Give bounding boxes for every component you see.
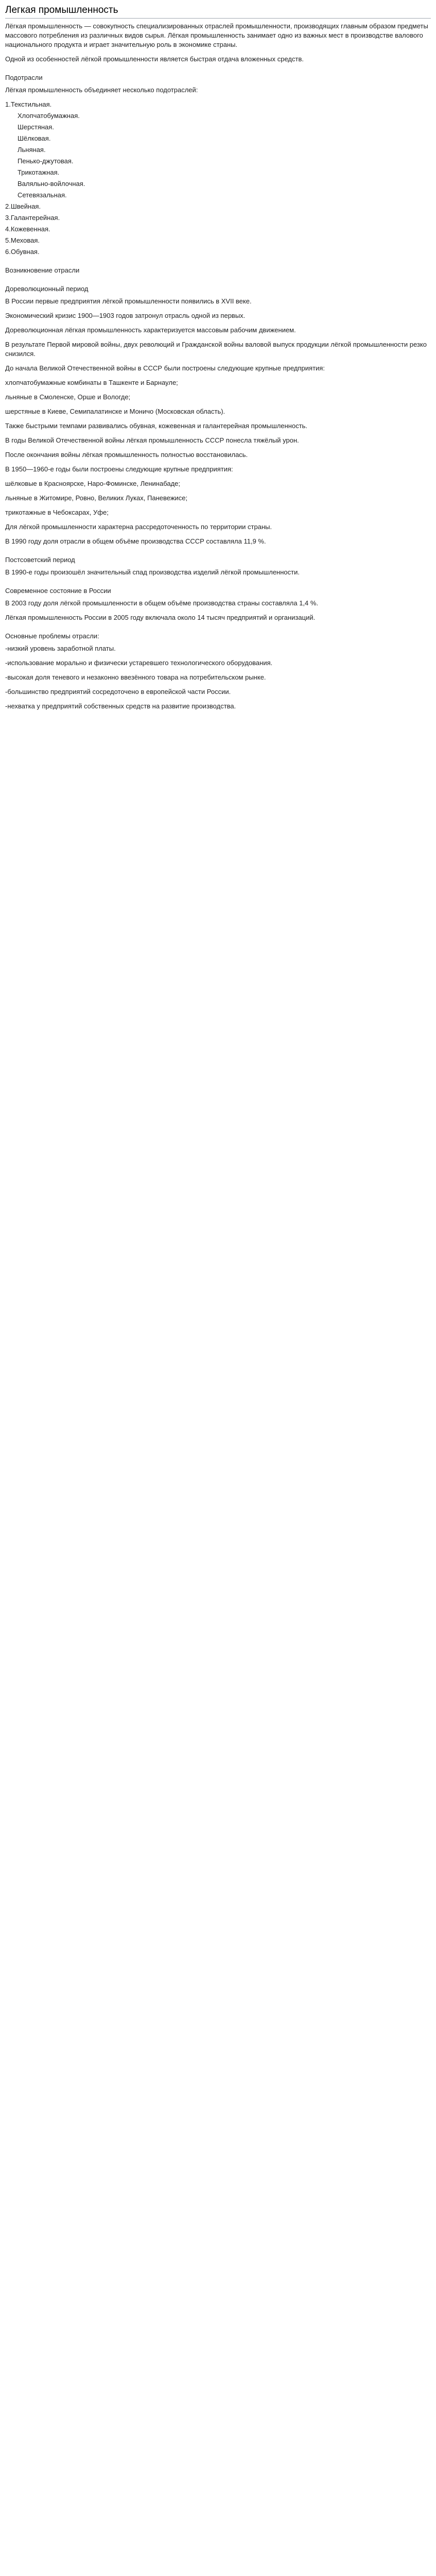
soviet-paragraph: Также быстрыми темпами развивались обувная, кожевенная и галантерейная промышленность. [5,422,308,430]
article [0,0,436,726]
soviet-paragraph: В годы Великой Отечественной войны лёгкая промышленность СССР понесла тяжёлый урон. [5,436,299,444]
subsector-item: Сетевязальная. [18,191,67,199]
subsector-item: 1.Текстильная. [5,100,52,108]
subsector-item: Пенько-джутовая. [18,157,74,165]
subsector-item: Шёлковая. [18,134,51,142]
subsector-item: Хлопчатобумажная. [18,112,80,120]
problems-section [5,632,431,711]
postsoviet-paragraph: В 1990-е годы произошёл значительный спад производства изделий лёгкой промышленности. [5,568,300,576]
subsector-item: 6.Обувная. [5,248,40,256]
subsector-item: Трикотажная. [18,168,60,176]
section-heading-origin: Возникновение отрасли [5,266,80,274]
postsoviet-body [5,568,431,577]
subsector-item: 5.Меховая. [5,236,40,244]
soviet-paragraph: В 1990 году доля отрасли в общем объёме производства СССР составляла 11,9 %. [5,537,266,545]
soviet-paragraph: трикотажные в Чебоксарах, Уфе; [5,509,109,516]
postsoviet-section [5,555,431,577]
soviet-paragraph: Дореволюционная лёгкая промышленность характеризуется массовым рабочим движением. [5,326,296,334]
soviet-paragraph: В 1950—1960-е годы были построены следующие крупные предприятия: [5,465,233,473]
soviet-paragraph: В результате Первой мировой войны, двух революций и Гражданской войны валовой выпуск продукции лёгкой промышленности резко снизился. [5,341,427,358]
origin-section [5,266,431,275]
soviet-paragraph: шёлковые в Красноярске, Наро-Фоминске, Ленинабаде; [5,480,181,487]
subsector-item: Шерстяная. [18,123,54,131]
subsector-item: 3.Галантерейная. [5,214,60,222]
subsectors-lead: Лёгкая промышленность объединяет несколько подотраслей: [5,86,198,94]
page-title: Легкая промышленность [5,4,431,19]
section-heading-modern: Современное состояние в России [5,587,111,595]
subsector-item: Льняная. [18,146,46,154]
problems-paragraph: -использование морально и физически устаревшего технологического оборудования. [5,659,273,667]
soviet-paragraph: До начала Великой Отечественной войны в СССР были построены следующие крупные предприятия: [5,364,325,372]
modern-body [5,599,431,622]
intro-section [5,22,431,64]
modern-paragraph: Лёгкая промышленность России в 2005 году включала около 14 тысяч предприятий и организаций. [5,614,316,621]
prerevolution-paragraph: Экономический кризис 1900—1903 годов затронул отрасль одной из первых. [5,312,246,319]
subsectors-section [5,73,431,257]
subsector-item: 4.Кожевенная. [5,225,50,233]
intro-paragraph-2: Одной из особенностей лёгкой промышленности является быстрая отдача вложенных средств. [5,55,304,63]
modern-section [5,586,431,622]
soviet-section [5,326,431,546]
intro-paragraph-1: Лёгкая промышленность — совокупность специализированных отраслей промышленности, производящих главным образом предметы массового потребления из различных видов сырья. Лёгкая промышленность занимает одно из важных мест в производстве валового национального продукта и играет значительную роль в экономике страны. [5,22,428,48]
prerevolution-section [5,284,431,320]
soviet-paragraph: льняные в Смоленске, Орше и Вологде; [5,393,131,401]
soviet-paragraph: шерстяные в Киеве, Семипалатинске и Моничо (Московская область). [5,408,225,415]
soviet-paragraph: После окончания войны лёгкая промышленность полностью восстановилась. [5,451,248,459]
soviet-body [5,326,431,546]
soviet-paragraph: льняные в Житомире, Ровно, Великих Луках, Паневежисе; [5,494,188,502]
prerevolution-body [5,297,431,320]
modern-paragraph: В 2003 году доля лёгкой промышленности в общем объёме производства страны составляла 1,4 %. [5,599,319,607]
section-heading-postsoviet: Постсоветский период [5,556,75,564]
problems-body [5,644,431,711]
problems-paragraph: -нехватка у предприятий собственных средств на развитие производства. [5,702,236,710]
subsectors-list [5,100,431,257]
section-heading-subsectors: Подотрасли [5,74,43,81]
problems-paragraph: -низкий уровень заработной платы. [5,645,116,652]
section-heading-prerevolution: Дореволюционный период [5,285,89,293]
soviet-paragraph: Для лёгкой промышленности характерна рассредоточенность по территории страны. [5,523,272,531]
problems-paragraph: -большинство предприятий сосредоточено в европейской части России. [5,688,231,696]
prerevolution-paragraph: В России первые предприятия лёгкой промышленности появились в XVII веке. [5,297,252,305]
subsector-item: Валяльно-войлочная. [18,180,85,188]
subsector-item: 2.Швейная. [5,202,41,210]
section-heading-problems: Основные проблемы отрасли: [5,632,99,640]
soviet-paragraph: хлопчатобумажные комбинаты в Ташкенте и Барнауле; [5,379,178,386]
problems-paragraph: -высокая доля теневого и незаконно ввезённого товара на потребительском рынке. [5,673,266,681]
